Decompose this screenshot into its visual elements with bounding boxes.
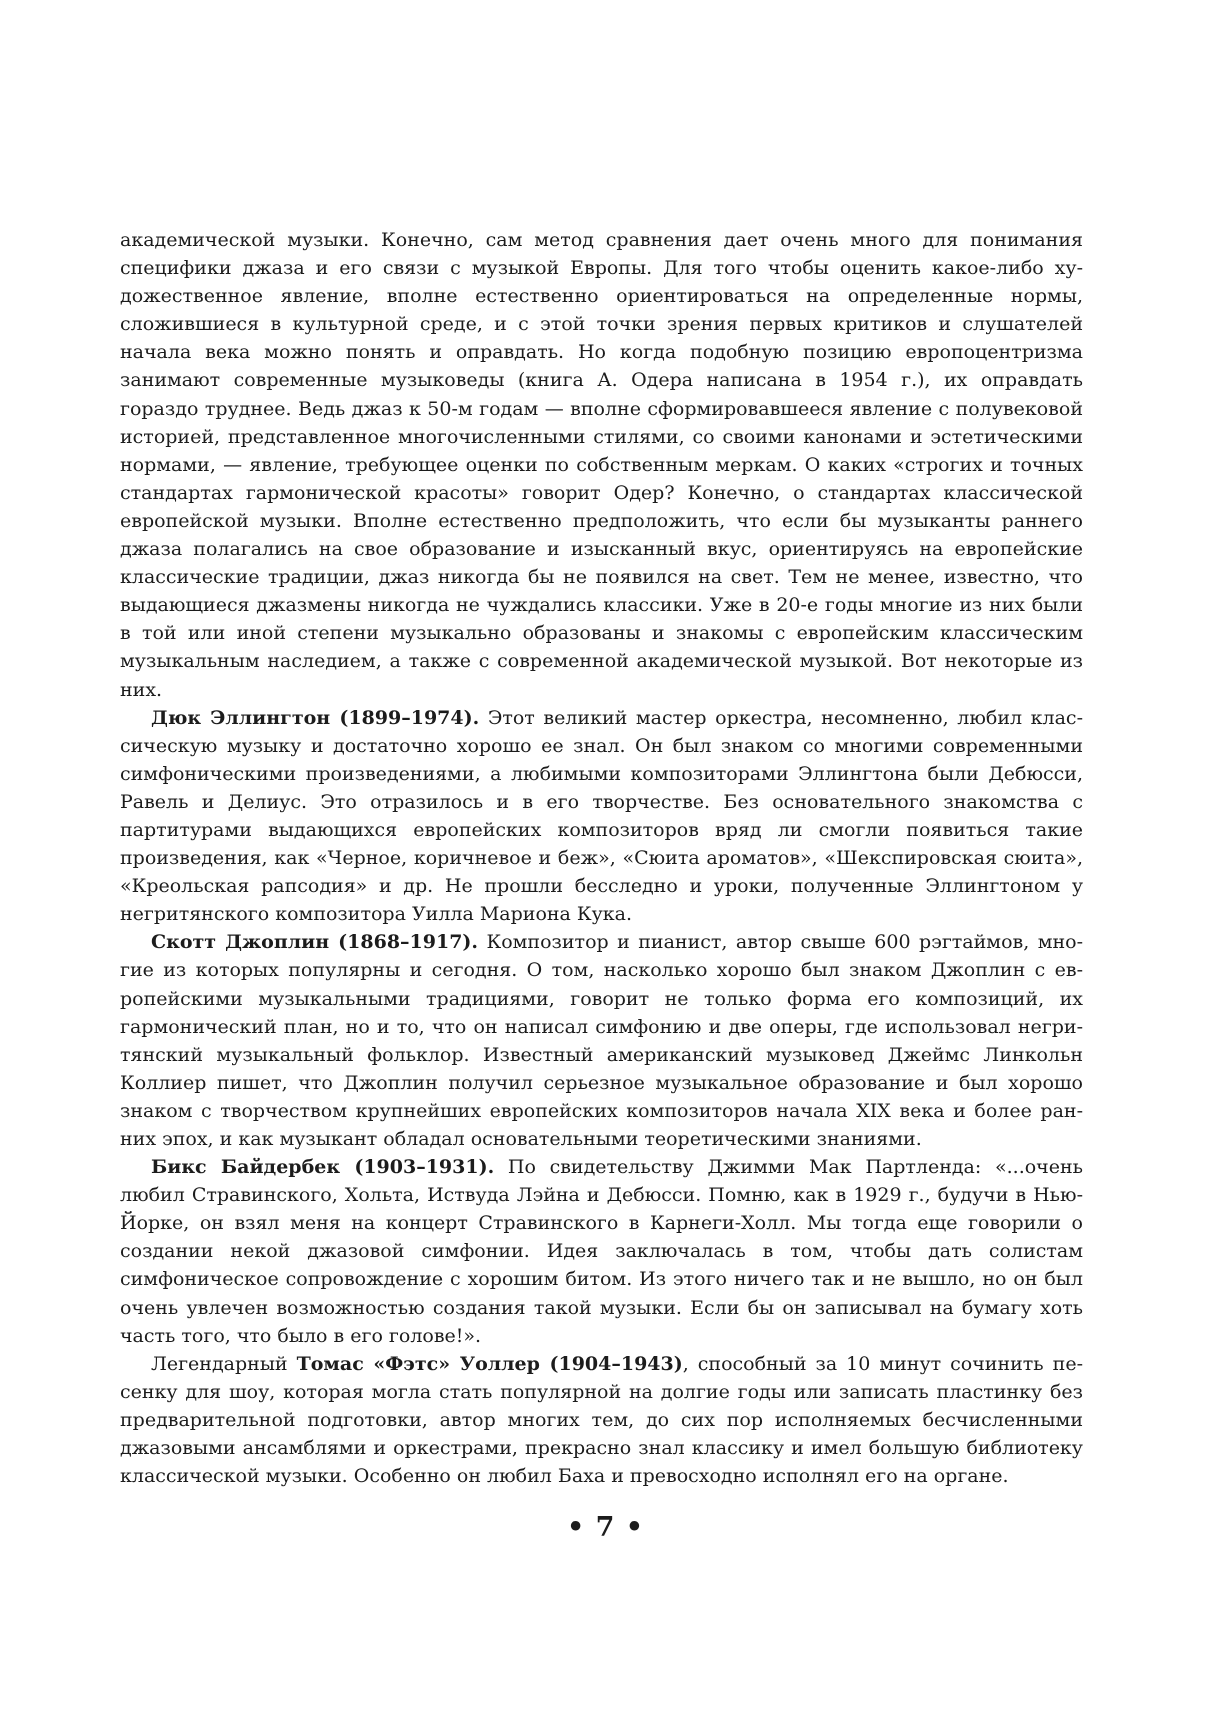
paragraph-intro <box>120 226 1083 704</box>
paragraph-lead-bold: Скотт Джоплин (1868–1917). <box>151 931 479 954</box>
paragraph-joplin <box>120 928 1083 1153</box>
paragraph-lead-bold: Бикс Байдербек (1903–1931). <box>151 1156 495 1179</box>
page-body <box>120 226 1083 1490</box>
paragraph-ellington <box>120 704 1083 929</box>
paragraph-text: По свидетельству Джимми Мак Партленда: «...очень любил Стравинского, Хольта, Иствуда Лэйна и Дебюсси. Помню, как в 1929 г., будучи в Нью-Йорке, он взял меня на концерт Стравинского в Карнеги-Холл. Мы тогда еще говорили о создании некой джазовой симфонии. Идея заключалась в том, чтобы дать солистам симфоническое сопровождение с хорошим битом. Из этого ничего так и не вышло, но он был очень увлечен возможностью создания такой музыки. Если бы он записывал на бумагу хоть часть того, что было в его голове!». <box>120 1156 1083 1347</box>
paragraph-lead: Легендарный <box>151 1352 297 1375</box>
paragraph-waller <box>120 1350 1083 1490</box>
page-number: • 7 • <box>566 1512 645 1543</box>
paragraph-lead-bold: Дюк Эллингтон (1899–1974). <box>151 706 480 729</box>
paragraph-beiderbecke <box>120 1153 1083 1350</box>
paragraph-text: , способный за 10 минут сочинить песенку для шоу, которая могла стать популярной на долгие годы или записать пластинку без предварительной подготовки, автор многих тем, до сих пор исполняемых бесчисленными джазовыми ансамблями и оркестрами, прекрасно знал классику и имел большую библиотеку классической музыки. Особенно он любил Баха и превосходно исполнял его на органе. <box>120 1352 1083 1488</box>
paragraph-text: Композитор и пианист, автор свыше 600 рэгтаймов, многие из которых популярны и сегодня. О том, насколько хорошо был знаком Джоплин с европейскими музыкальными традициями, говорит не только форма его композиций, их гармонический план, но и то, что он написал симфонию и две оперы, где использовал негритянский музыкальный фольклор. Известный американский музыковед Джеймс Линкольн Коллиер пишет, что Джоплин получил серьезное музыкальное образование и был хорошо знаком с творчеством крупнейших европейских композиторов начала XIX века и более ранних эпох, и как музыкант обладал основательными теоретическими знаниями. <box>120 931 1084 1150</box>
paragraph-text: академической музыки. Конечно, сам метод сравнения дает очень много для понимания специфики джаза и его связи с музыкой Европы. Для того чтобы оценить какое-либо художественное явление, вполне естественно ориентироваться на определенные нормы, сложившиеся в культурной среде, и с этой точки зрения первых критиков и слушателей начала века можно понять и оправдать. Но когда подобную позицию европоцентризма занимают современные музыковеды (книга А. Одера написана в 1954 г.), их оправдать гораздо труднее. Ведь джаз к 50-м годам — вполне сформировавшееся явление с полувековой историей, представленное многочисленными стилями, со своими канонами и эстетическими нормами, — явление, требующее оценки по собственным меркам. О каких «строгих и точных стандартах гармонической красоты» говорит Одер? Конечно, о стандартах классической европейской музыки. Вполне естественно предположить, что если бы музыканты раннего джаза полагались на свое образование и изысканный вкус, ориентируясь на европейские классические традиции, джаз никогда бы не появился на свет. Тем не менее, известно, что выдающиеся джазмены никогда не чуждались классики. Уже в 20-е годы многие из них были в той или иной степени музыкально образованы и знакомы с европейским классическим музыкальным наследием, а также с современной академической музыкой. Вот некоторые из них. <box>120 229 1083 701</box>
paragraph-text: Этот великий мастер оркестра, несомненно, любил классическую музыку и достаточно хорошо ее знал. Он был знаком со многими современными симфоническими произведениями, а любимыми композиторами Эллингтона были Дебюсси, Равель и Делиус. Это отразилось и в его творчестве. Без основательного знакомства с партитурами выдающихся европейских композиторов вряд ли смогли появиться такие произведения, как «Черное, коричневое и беж», «Сюита ароматов», «Шекспировская сюита», «Креольская рапсодия» и др. Не прошли бесследно и уроки, полученные Эллингтоном у негритянского композитора Уилла Мариона Кука. <box>120 706 1083 926</box>
paragraph-lead-bold: Томас «Фэтс» Уоллер (1904–1943) <box>296 1352 683 1375</box>
